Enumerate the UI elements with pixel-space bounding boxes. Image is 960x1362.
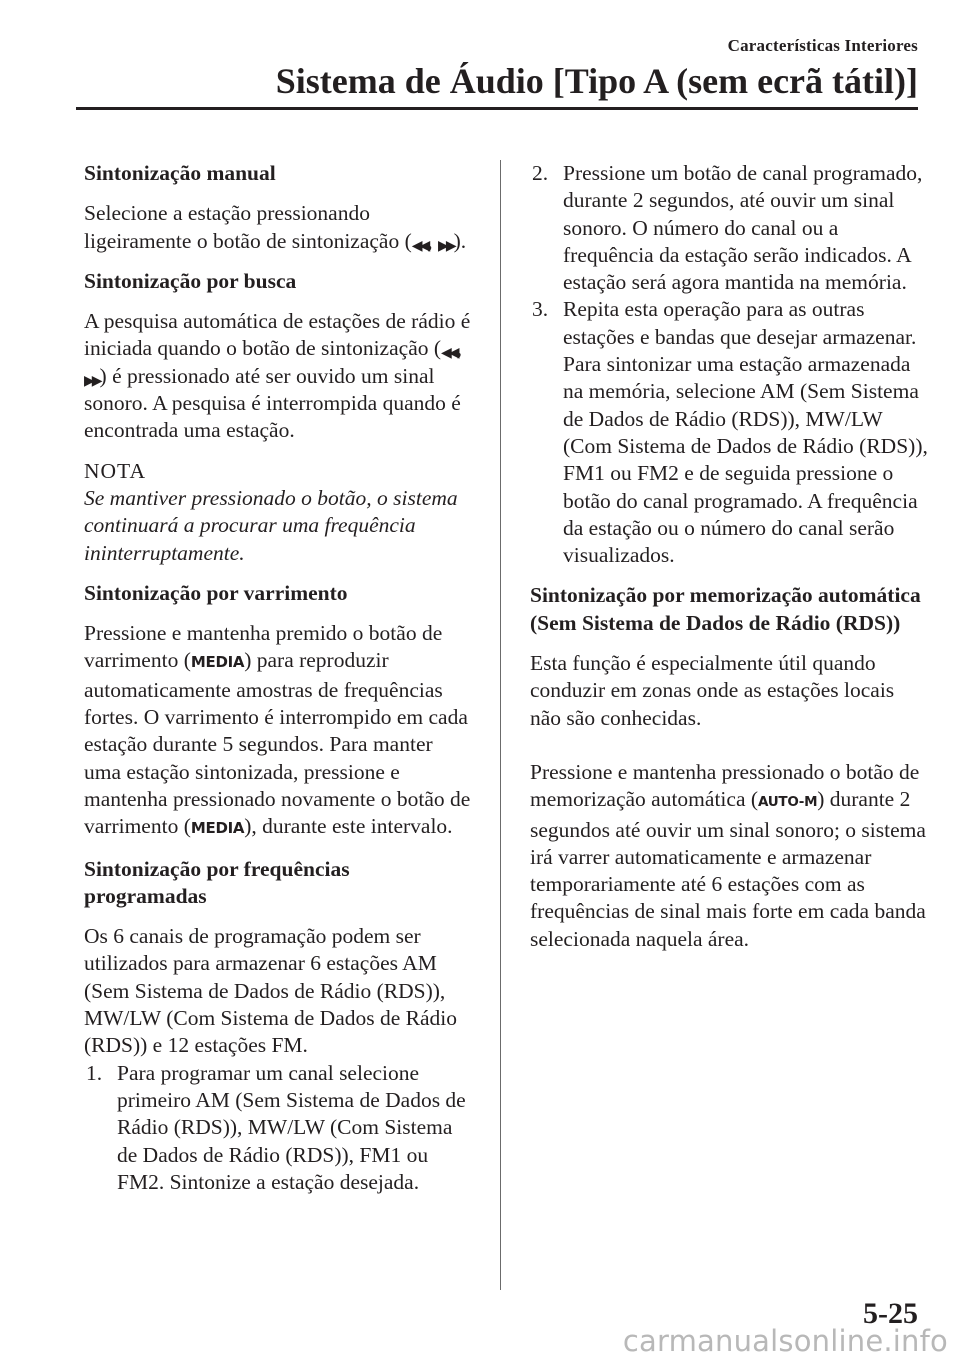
list-text: Pressione um botão de canal programado, durante 2 segundos, até ouvir um sinal sonoro. O número do canal ou a frequência da estação serão indicados. A estação será agora mantida na memória. bbox=[563, 161, 923, 295]
seek-forward-icon: ▶▶ bbox=[84, 372, 100, 389]
heading-preset-tuning: Sintonização por frequências programadas bbox=[84, 856, 350, 908]
note-text: Se mantiver pressionado o botão, o sistema continuará a procurar uma frequência ininterruptamente. bbox=[84, 485, 458, 565]
column-divider bbox=[500, 160, 501, 1290]
list-number: 3. bbox=[532, 297, 549, 322]
manual-tuning-text: Selecione a estação pressionando ligeiramente o botão de sintonização (◀◀, ▶▶). bbox=[84, 201, 467, 254]
header-rule bbox=[76, 107, 918, 110]
auto-memory-text-1: Esta função é especialmente útil quando conduzir em zonas onde as estações locais não são conhecidas. bbox=[530, 651, 895, 730]
auto-m-button-icon: AUTO-M bbox=[758, 794, 818, 811]
auto-memory-text-2: Pressione e mantenha pressionado o botão de memorização automática (AUTO-M) durante 2 segundos até ouvir um sinal sonoro; o sistema irá varrer automaticamente e armazenar temporariamente até 6 estações com as frequências de sinal mais forte em cada banda selecionada naquela área. bbox=[530, 759, 926, 951]
heading-manual-tuning: Sintonização manual bbox=[84, 161, 276, 185]
left-column bbox=[84, 160, 474, 1196]
heading-seek-tuning: Sintonização por busca bbox=[84, 268, 297, 293]
seek-back-icon: ◀◀ bbox=[411, 237, 428, 254]
list-text: Repita esta operação para as outras estações e bandas que desejar armazenar. Para sintonizar uma estação armazenada na memória, selecione AM (Sem Sistema de Dados de Rádio (RDS)), MW/LW (Com Sistema de Dados de Rádio (RDS)), FM1 ou FM2 e de seguida pressione o botão do canal programado. A frequência da estação ou o número do canal serão visualizados. bbox=[563, 297, 928, 568]
watermark: carmanualsonline.info bbox=[622, 1324, 948, 1358]
list-text: Para programar um canal selecione primeiro AM (Sem Sistema de Dados de Rádio (RDS)), MW/LW (Com Sistema de Dados de Rádio (RDS)), FM1 ou FM2. Sintonize a estação desejada. bbox=[117, 1060, 466, 1194]
page-number: 5-25 bbox=[863, 1297, 918, 1330]
preset-tuning-text: Os 6 canais de programação podem ser utilizados para armazenar 6 estações AM (Sem Sistema de Dados de Rádio (RDS)), MW/LW (Com Sistema de Dados de Rádio (RDS)) e 12 estações FM. bbox=[84, 924, 458, 1058]
section-label: Características Interiores bbox=[727, 36, 918, 55]
list-item bbox=[84, 1060, 474, 1196]
page-title: Sistema de Áudio [Tipo A (sem ecrã tátil)] bbox=[275, 61, 918, 101]
right-column bbox=[530, 160, 930, 966]
list-number: 1. bbox=[86, 1060, 103, 1085]
heading-auto-memory-tuning: Sintonização por memorização automática (Sem Sistema de Dados de Rádio (RDS)) bbox=[530, 583, 921, 635]
seek-tuning-text: A pesquisa automática de estações de rádio é iniciada quando o botão de sintonização (◀◀, ▶▶) é pressionado até ser ouvido um sinal sonoro. A pesquisa é interrompida quando é encontrada uma estação. bbox=[84, 309, 471, 443]
list-item bbox=[530, 296, 930, 569]
heading-scan-tuning: Sintonização por varrimento bbox=[84, 580, 348, 605]
note-label: NOTA bbox=[84, 458, 146, 483]
media-button-icon: MEDIA bbox=[190, 819, 245, 838]
seek-back-icon: ◀◀ bbox=[441, 345, 457, 362]
media-button-icon: MEDIA bbox=[190, 653, 245, 672]
seek-forward-icon: ▶▶ bbox=[438, 237, 454, 254]
list-number: 2. bbox=[532, 161, 549, 185]
scan-tuning-text: Pressione e mantenha premido o botão de varrimento (MEDIA) para reproduzir automaticamente amostras de frequências fortes. O varrimento é interrompido em cada estação durante 5 segundos. Para manter uma estação sintonizada, pressione e mantenha pressionado novamente o botão de varrimento (MEDIA), durante este intervalo. bbox=[84, 620, 474, 842]
list-item bbox=[530, 160, 930, 296]
